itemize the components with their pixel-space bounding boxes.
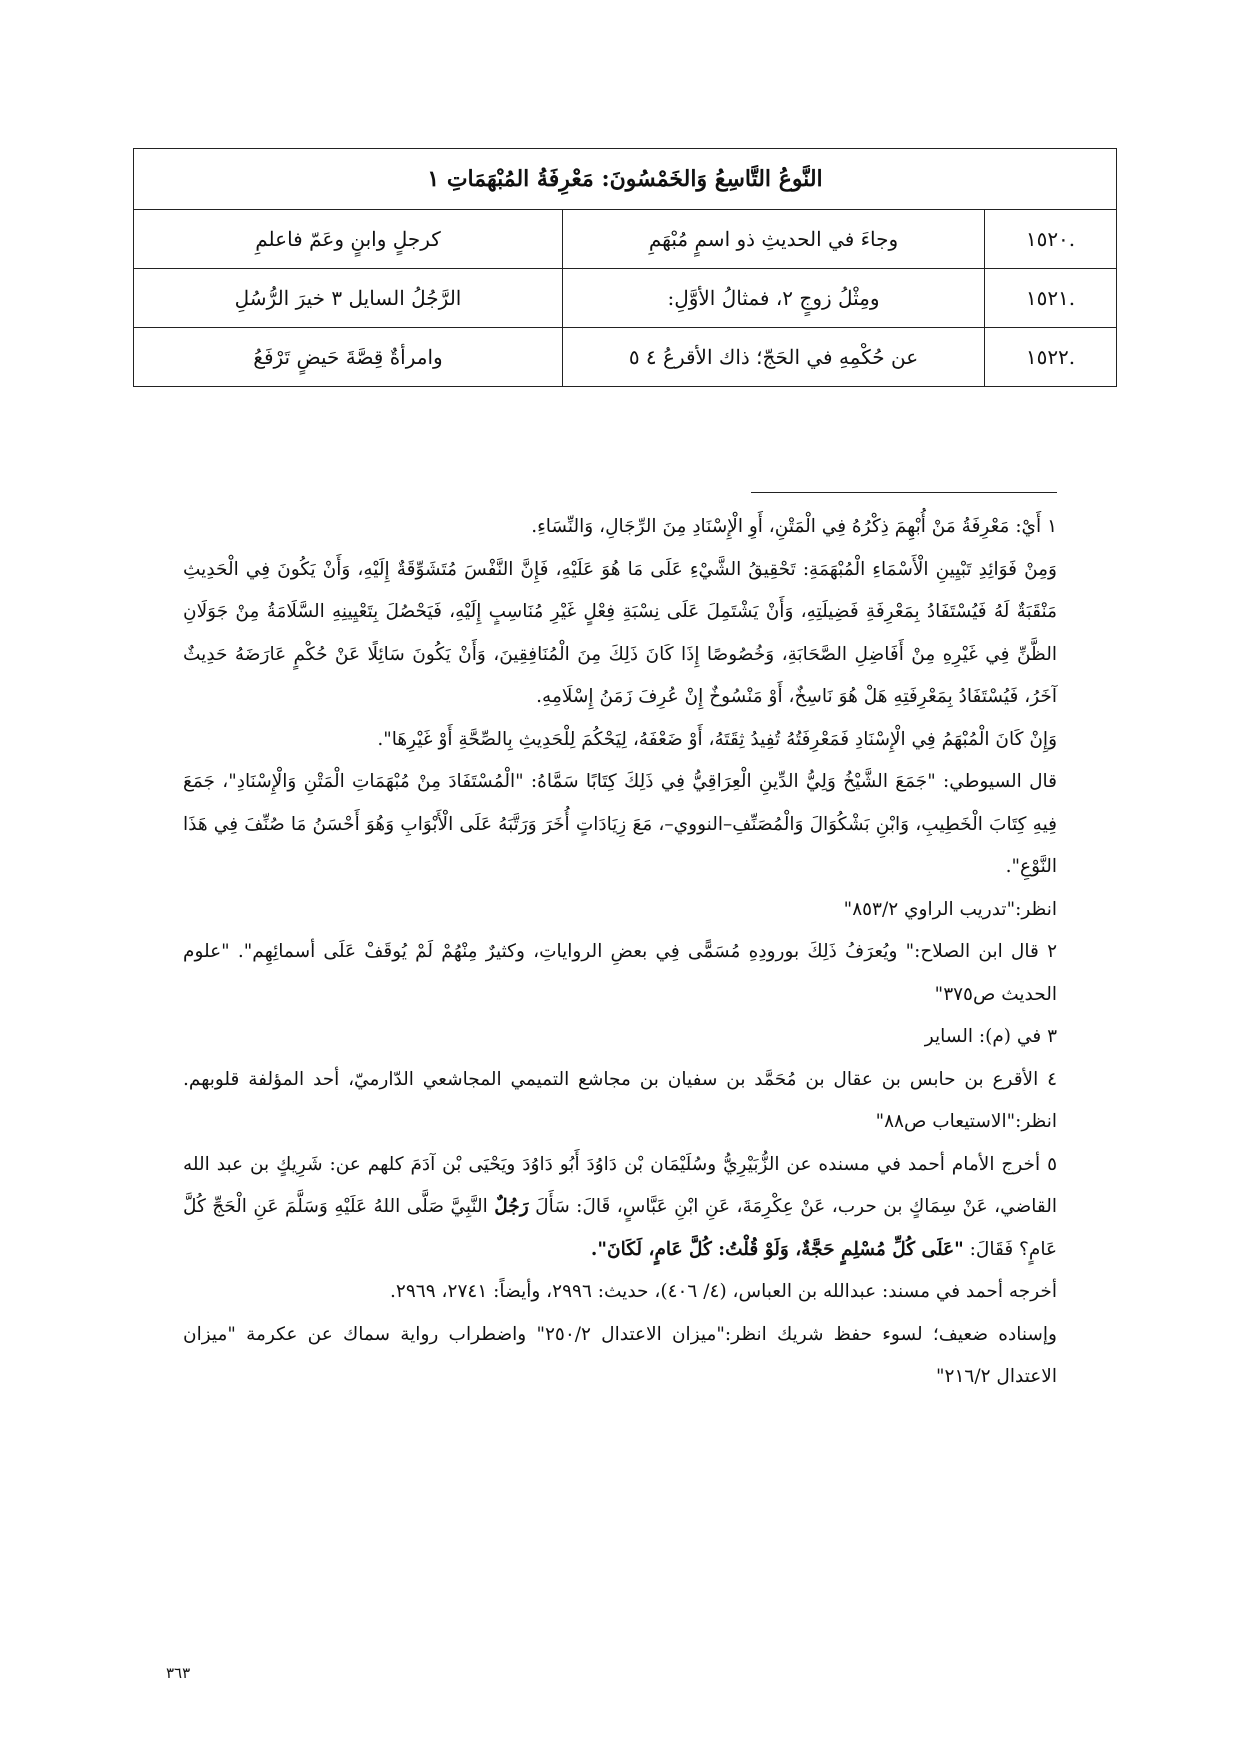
footnote-paragraph: وإسناده ضعيف؛ لسوء حفظ شريك انظر:"ميزان الاعتدال ٢٥٠/٢" واضطراب رواية سماك عن عكرمة "ميزان الاعتدال ٢١٦/٢" [183,1323,1057,1387]
footnote-2: ٢ قال ابن الصلاح:" ويُعرَفُ ذَلِكَ بورودِهِ مُسَمًّى فِي بعضِ الرواياتِ، وكثيرٌ مِنْهُمْ لَمْ يُوقَفْ عَلَى أسمائِهِم". "علوم الحديث ص٣٧٥" [183,941,1057,1005]
second-hemistich: الرَّجُلُ السايل ٣ خيرَ الرُّسُلِ [234,286,462,310]
footnote-5 [183,1144,1057,1272]
table-row [134,269,1116,328]
footnote-text: النَّبِيَّ صَلَّى اللهُ عَلَيْهِ وَسَلَّمَ عَنِ الْحَجِّ كُلَّ عَامٍ؟ فَقَالَ: [183,1196,1057,1260]
footnote-text: ٥ أخرج الأمام أحمد في مسنده عن الزُّبَيْرِيُّ وسُلَيْمَان بْن دَاوُدَ أَبُو دَاوُدَ ويَحْيَى بْن آدَمَ كلهم عن: شَرِيكٍ بن عبد الله القاضي، عَنْ سِمَاكٍ بن حرب، عَنْ عِكْرِمَةَ، عَنِ ابْنِ عَبَّاسٍ، قَالَ: سَأَلَ [183,1153,1057,1217]
footnote-paragraph: أخرجه أحمد في مسند: عبدالله بن العباس، (٤/ ٤٠٦)، حديث: ٢٩٩٦، وأيضاً: ٢٧٤١، ٢٩٦٩. [390,1281,1057,1302]
footnote-separator [751,492,1057,493]
second-hemistich: كرجلٍ وابنٍ وعَمّ فاعلمِ [255,227,441,251]
footnote-3: ٣ في (م): الساير [924,1026,1057,1047]
first-hemistich: عن حُكْمِهِ في الحَجّ؛ ذاك الأقرعُ ٤ ٥ [562,328,984,386]
table-row [134,210,1116,269]
poem-table [133,148,1117,387]
footnote-1: ١ أَيْ: مَعْرِفَةُ مَنْ أُبْهِمَ ذِكْرُهُ فِي الْمَتْنِ، أَوِ الْإِسْنَادِ مِنَ الرِّجَالِ، وَالنِّسَاءِ. [531,516,1057,537]
footnote-paragraph: قال السيوطي: "جَمَعَ الشَّيْخُ وَلِيُّ الدِّينِ الْعِرَاقِيُّ فِي ذَلِكَ كِتَابًا سَمَّاهُ: "الْمُسْتَفَادَ مِنْ مُبْهَمَاتِ الْمَتْنِ وَالْإِسْنَادِ"، جَمَعَ فِيهِ كِتَابَ الْخَطِيبِ، وَابْنِ بَشْكُوَالَ وَالْمُصَنِّفِ–النووي–، مَعَ زِيَادَاتٍ أُخَرَ وَرَتَّبَهُ عَلَى الْأَبْوَابِ وَهُوَ أَحْسَنُ مَا صُنِّفَ فِي هَذَا النَّوْعِ". [183,771,1057,877]
bold-term: رَجُلٌ [494,1196,529,1217]
footnote-reference: انظر:"تدريب الراوي ٨٥٣/٢" [843,898,1057,920]
footnote-paragraph: وَإِنْ كَانَ الْمُبْهَمُ فِي الْإِسْنَادِ فَمَعْرِفَتُهُ تُفِيدُ ثِقَتَهُ، أَوْ ضَعْفَهُ، لِيَحْكُمَ لِلْحَدِيثِ بِالصِّحَّةِ أَوْ غَيْرِهَا". [377,728,1057,750]
chapter-title: النَّوعُ التَّاسِعُ وَالخَمْسُونَ: مَعْرِفَةُ المُبْهَمَاتِ ١ [134,149,1116,210]
verse-number: .١٥٢١ [984,269,1116,327]
table-row [134,328,1116,386]
second-hemistich: وامرأةٌ قِصَّةَ حَيضٍ تَرْفَعُ [253,345,443,369]
first-hemistich: ومِثْلُ زوجٍ ٢، فمثالُ الأوَّلِ: [562,269,984,327]
verse-number: .١٥٢٠ [984,210,1116,268]
footnote-4: ٤ الأقرع بن حابس بن عقال بن مُحَمَّد بن سفيان بن مجاشع التميمي المجاشعي الدّارميّ، أحد المؤلفة قلوبهم. انظر:"الاستيعاب ص٨٨" [183,1068,1057,1132]
first-hemistich: وجاءَ في الحديثِ ذو اسمٍ مُبْهَمِ [562,210,984,268]
verse-number: .١٥٢٢ [984,328,1116,386]
page-number: ٣٦٣ [166,1664,191,1682]
bold-quote: "عَلَى كُلِّ مُسْلِمٍ حَجَّةٌ، وَلَوْ قُلْتُ: كُلَّ عَامٍ، لَكَانَ". [590,1238,964,1260]
footnote-paragraph: وَمِنْ فَوَائِدِ تَبْيِينِ الْأَسْمَاءِ الْمُبْهَمَةِ: تَحْقِيقُ الشَّيْءِ عَلَى مَا هُوَ عَلَيْهِ، فَإِنَّ النَّفْسَ مُتَشَوِّقَةٌ إِلَيْهِ، وَأَنْ يَكُونَ فِي الْحَدِيثِ مَنْقَبَةٌ لَهُ فَيُسْتَفَادُ بِمَعْرِفَةِ فَضِيلَتِهِ، وَأَنْ يَشْتَمِلَ عَلَى نِسْبَةِ فِعْلٍ غَيْرِ مُنَاسِبٍ إِلَيْهِ، فَيَحْصُلَ بِتَعْيِينِهِ السَّلَامَةُ مِنْ جَوَلَانِ الظَّنِّ فِي غَيْرِهِ مِنْ أَفَاضِلِ الصَّحَابَةِ، وَخُصُوصًا إِذَا كَانَ ذَلِكَ مِنَ الْمُنَافِقِينَ، وَأَنْ يَكُونَ سَائِلًا عَنْ حُكْمٍ عَارَضَهُ حَدِيثٌ آخَرُ، فَيُسْتَفَادُ بِمَعْرِفَتِهِ هَلْ هُوَ نَاسِخٌ، أَوْ مَنْسُوخٌ إِنْ عُرِفَ زَمَنُ إِسْلَامِهِ. [183,558,1057,707]
footnotes [183,506,1057,1399]
